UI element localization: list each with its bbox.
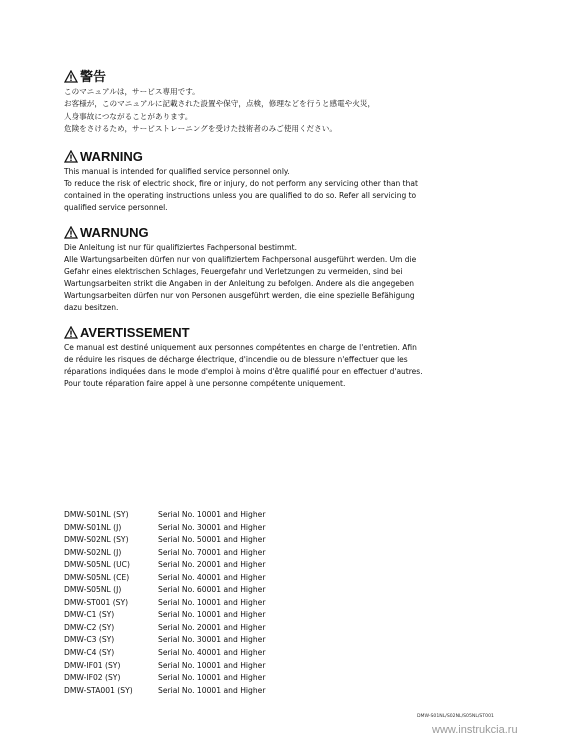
- body-line: Ce manual est destiné uniquement aux personnes compétentes en charge de l'entretien. Afin: [64, 343, 417, 352]
- section-heading: [64, 225, 534, 240]
- body-line: contained in the operating instructions unless you are qualified to do so. Refer all servicing to: [64, 191, 417, 201]
- model-row: [64, 634, 265, 647]
- model-name: DMW-S01NL (SY): [64, 510, 129, 519]
- section-body: [64, 166, 534, 214]
- body-line: To reduce the risk of electric shock, fire or injury, do not perform any servicing other than that: [64, 179, 418, 189]
- model-row: [64, 572, 265, 585]
- body-line: réparations indiquées dans le mode d'emploi à moins d'être qualifié pour en effectuer d'autres.: [64, 367, 423, 377]
- body-line: Gefahr eines elektrischen Schlages, Feuergefahr und Verletzungen zu vermeiden, sind bei: [64, 267, 403, 277]
- section-body: [64, 242, 534, 315]
- warning-section-en: [64, 149, 534, 214]
- model-row: [64, 559, 265, 572]
- section-body: [64, 86, 534, 135]
- warning-section-de: [64, 225, 534, 315]
- body-line: Alle Wartungsarbeiten dürfen nur von qualifiziertem Fachpersonal ausgeführt werden. Um die: [64, 255, 417, 265]
- warning-triangle-icon: [64, 326, 78, 339]
- serial-range: Serial No. 10001 and Higher: [158, 685, 266, 695]
- footer-model-code: DMW-S01NL/S02NL/S05NL/ST001: [417, 714, 494, 719]
- body-line: 危険をさけるため，サービストレーニングを受けた技術者のみご使用ください。: [64, 123, 337, 133]
- body-line: 人身事故につながることがあります。: [64, 111, 193, 121]
- model-name: DMW-C2 (SY): [64, 622, 115, 632]
- body-line: de réduire les risques de décharge électrique, d'incendie ou de blessure n'effectuer que les: [64, 355, 408, 365]
- warning-triangle-icon: [64, 70, 78, 83]
- serial-range: Serial No. 10001 and Higher: [158, 510, 266, 519]
- serial-range: Serial No. 20001 and Higher: [158, 560, 266, 570]
- model-name: DMW-S02NL (J): [64, 547, 122, 557]
- section-title: AVERTISSEMENT: [80, 325, 190, 340]
- serial-range: Serial No. 50001 and Higher: [158, 535, 266, 545]
- model-row: [64, 597, 265, 610]
- section-body: [64, 342, 534, 390]
- model-name: DMW-C3 (SY): [64, 635, 115, 645]
- model-row: [64, 534, 265, 547]
- body-line: このマニュアルは，サービス専用です。: [64, 87, 200, 96]
- model-row: [64, 685, 265, 698]
- body-line: Die Anleitung ist nur für qualifiziertes Fachpersonal bestimmt.: [64, 243, 297, 252]
- model-name: DMW-IF01 (SY): [64, 660, 121, 670]
- serial-range: Serial No. 10001 and Higher: [158, 610, 266, 620]
- model-row: [64, 584, 265, 597]
- model-name: DMW-S01NL (J): [64, 522, 122, 532]
- body-line: Wartungsarbeiten strikt die Angaben in der Anleitung zu befolgen. Andere als die angegeben: [64, 279, 415, 289]
- model-row: [64, 660, 265, 673]
- body-line: Pour toute réparation faire appel à une personne compétente uniquement.: [64, 379, 346, 389]
- section-heading: [64, 149, 534, 164]
- serial-range: Serial No. 30001 and Higher: [158, 522, 266, 532]
- warning-section-fr: [64, 325, 534, 390]
- model-name: DMW-S05NL (CE): [64, 572, 130, 582]
- warning-triangle-icon: [64, 150, 78, 163]
- serial-range: Serial No. 60001 and Higher: [158, 585, 266, 595]
- model-name: DMW-C1 (SY): [64, 610, 115, 620]
- model-row: [64, 672, 265, 685]
- model-name: DMW-C4 (SY): [64, 648, 115, 658]
- model-name: DMW-STA001 (SY): [64, 685, 133, 695]
- model-row: [64, 622, 265, 635]
- body-line: dazu besitzen.: [64, 303, 119, 313]
- model-row: [64, 647, 265, 660]
- body-line: お客様が，このマニュアルに記載された設置や保守，点検，修理などを行うと感電や火災，: [64, 99, 376, 109]
- serial-range: Serial No. 10001 and Higher: [158, 660, 266, 670]
- model-name: DMW-S05NL (J): [64, 585, 122, 595]
- serial-range: Serial No. 40001 and Higher: [158, 572, 266, 582]
- model-row: [64, 509, 265, 522]
- model-name: DMW-S02NL (SY): [64, 535, 129, 545]
- body-line: This manual is intended for qualified service personnel only.: [64, 167, 290, 176]
- model-name: DMW-ST001 (SY): [64, 597, 129, 607]
- serial-range: Serial No. 40001 and Higher: [158, 648, 266, 658]
- serial-range: Serial No. 20001 and Higher: [158, 622, 266, 632]
- body-line: qualified service personnel.: [64, 203, 168, 213]
- model-row: [64, 522, 265, 535]
- model-name: DMW-IF02 (SY): [64, 673, 121, 683]
- section-heading: [64, 325, 534, 340]
- section-title: WARNING: [80, 149, 143, 164]
- serial-range: Serial No. 30001 and Higher: [158, 635, 266, 645]
- serial-range: Serial No. 10001 and Higher: [158, 673, 266, 683]
- warning-triangle-icon: [64, 226, 78, 239]
- watermark: www.instrukcia.ru: [432, 724, 518, 736]
- warning-section-jp: [64, 69, 534, 135]
- section-title: 警告: [80, 69, 107, 84]
- section-title: WARNUNG: [80, 225, 149, 240]
- section-heading: [64, 69, 534, 84]
- model-serial-list: [64, 509, 265, 697]
- serial-range: Serial No. 70001 and Higher: [158, 547, 266, 557]
- model-name: DMW-S05NL (UC): [64, 560, 130, 570]
- body-line: Wartungsarbeiten dürfen nur von Personen ausgeführt werden, die eine spezielle Befähigung: [64, 291, 415, 301]
- model-row: [64, 609, 265, 622]
- model-row: [64, 547, 265, 560]
- serial-range: Serial No. 10001 and Higher: [158, 597, 266, 607]
